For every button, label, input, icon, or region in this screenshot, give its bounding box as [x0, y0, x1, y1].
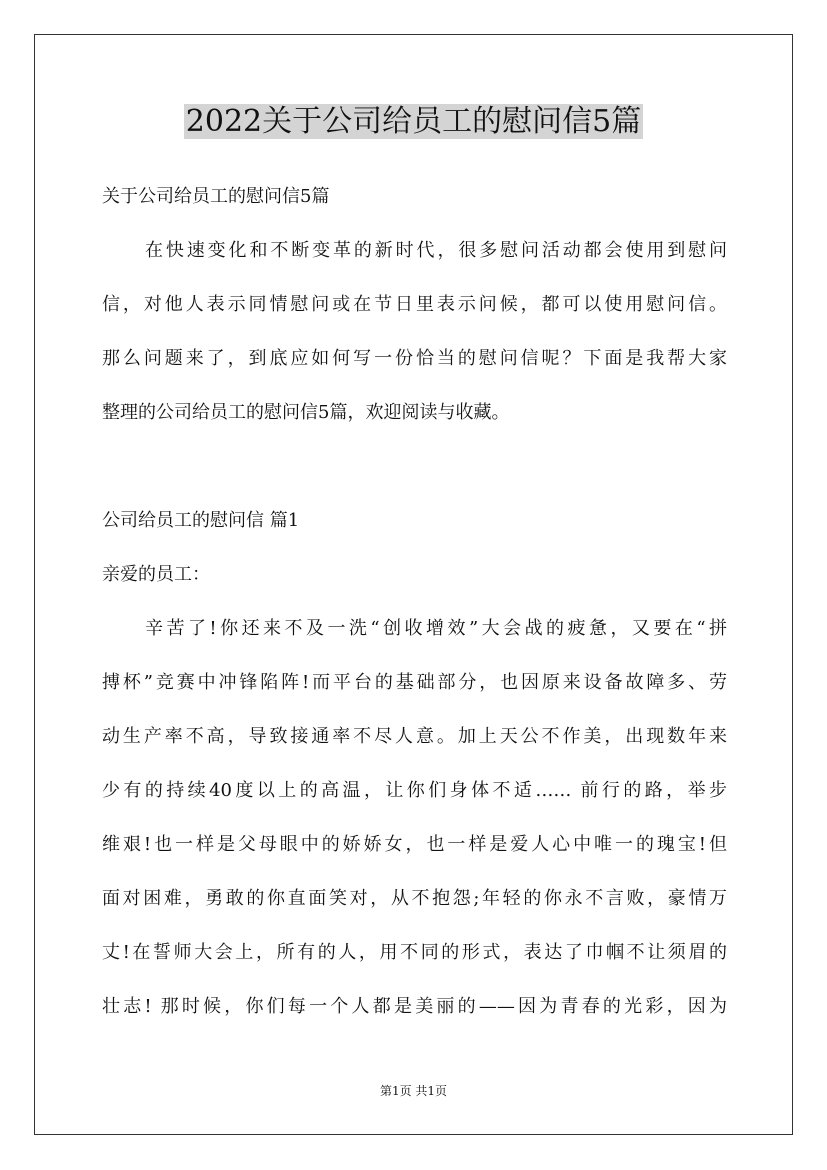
salutation: 亲爱的员工： — [102, 564, 210, 585]
paragraph-line: 辛苦了!你还来不及一洗“创收增效”大会战的疲惫，又要在“拼 — [145, 618, 727, 639]
paragraph-line: 动生产率不高，导致接通率不尽人意。加上天公不作美，出现数年来 — [102, 726, 727, 747]
paragraph-line: 整理的公司给员工的慰问信5篇，欢迎阅读与收藏。 — [102, 402, 510, 423]
page-footer — [0, 1083, 827, 1099]
paragraph-spacer — [102, 440, 727, 494]
document-title — [0, 100, 827, 144]
intro-paragraph — [102, 224, 727, 440]
document-body — [102, 170, 727, 1034]
section-heading: 公司给员工的慰问信 篇1 — [102, 510, 300, 531]
paragraph-line: 壮志! 那时候，你们每一个人都是美丽的——因为青春的光彩，因为 — [102, 996, 727, 1017]
paragraph-line: 丈!在誓师大会上，所有的人，用不同的形式，表达了巾帼不让须眉的 — [102, 942, 727, 963]
paragraph-line: 维艰!也一样是父母眼中的娇娇女，也一样是爱人心中唯一的瑰宝!但 — [102, 834, 727, 855]
paragraph-line: 在快速变化和不断变革的新时代，很多慰问活动都会使用到慰问 — [145, 240, 727, 261]
page-number: 第1页 共1页 — [379, 1084, 448, 1098]
paragraph-line: 搏杯”竞赛中冲锋陷阵!而平台的基础部分，也因原来设备故障多、劳 — [102, 672, 727, 693]
document-subtitle: 关于公司给员工的慰问信5篇 — [102, 186, 330, 207]
paragraph-line: 面对困难，勇敢的你直面笑对，从不抱怨;年轻的你永不言败，豪情万 — [102, 888, 727, 909]
paragraph-line: 信，对他人表示同情慰问或在节日里表示问候，都可以使用慰问信。 — [102, 294, 727, 315]
document-title-text: 2022关于公司给员工的慰问信5篇 — [185, 104, 642, 139]
letter-paragraph — [102, 602, 727, 1034]
paragraph-line: 少有的持续40度以上的高温，让你们身体不适…… 前行的路，举步 — [102, 780, 727, 801]
paragraph-line: 那么问题来了，到底应如何写一份恰当的慰问信呢？下面是我帮大家 — [102, 348, 727, 369]
